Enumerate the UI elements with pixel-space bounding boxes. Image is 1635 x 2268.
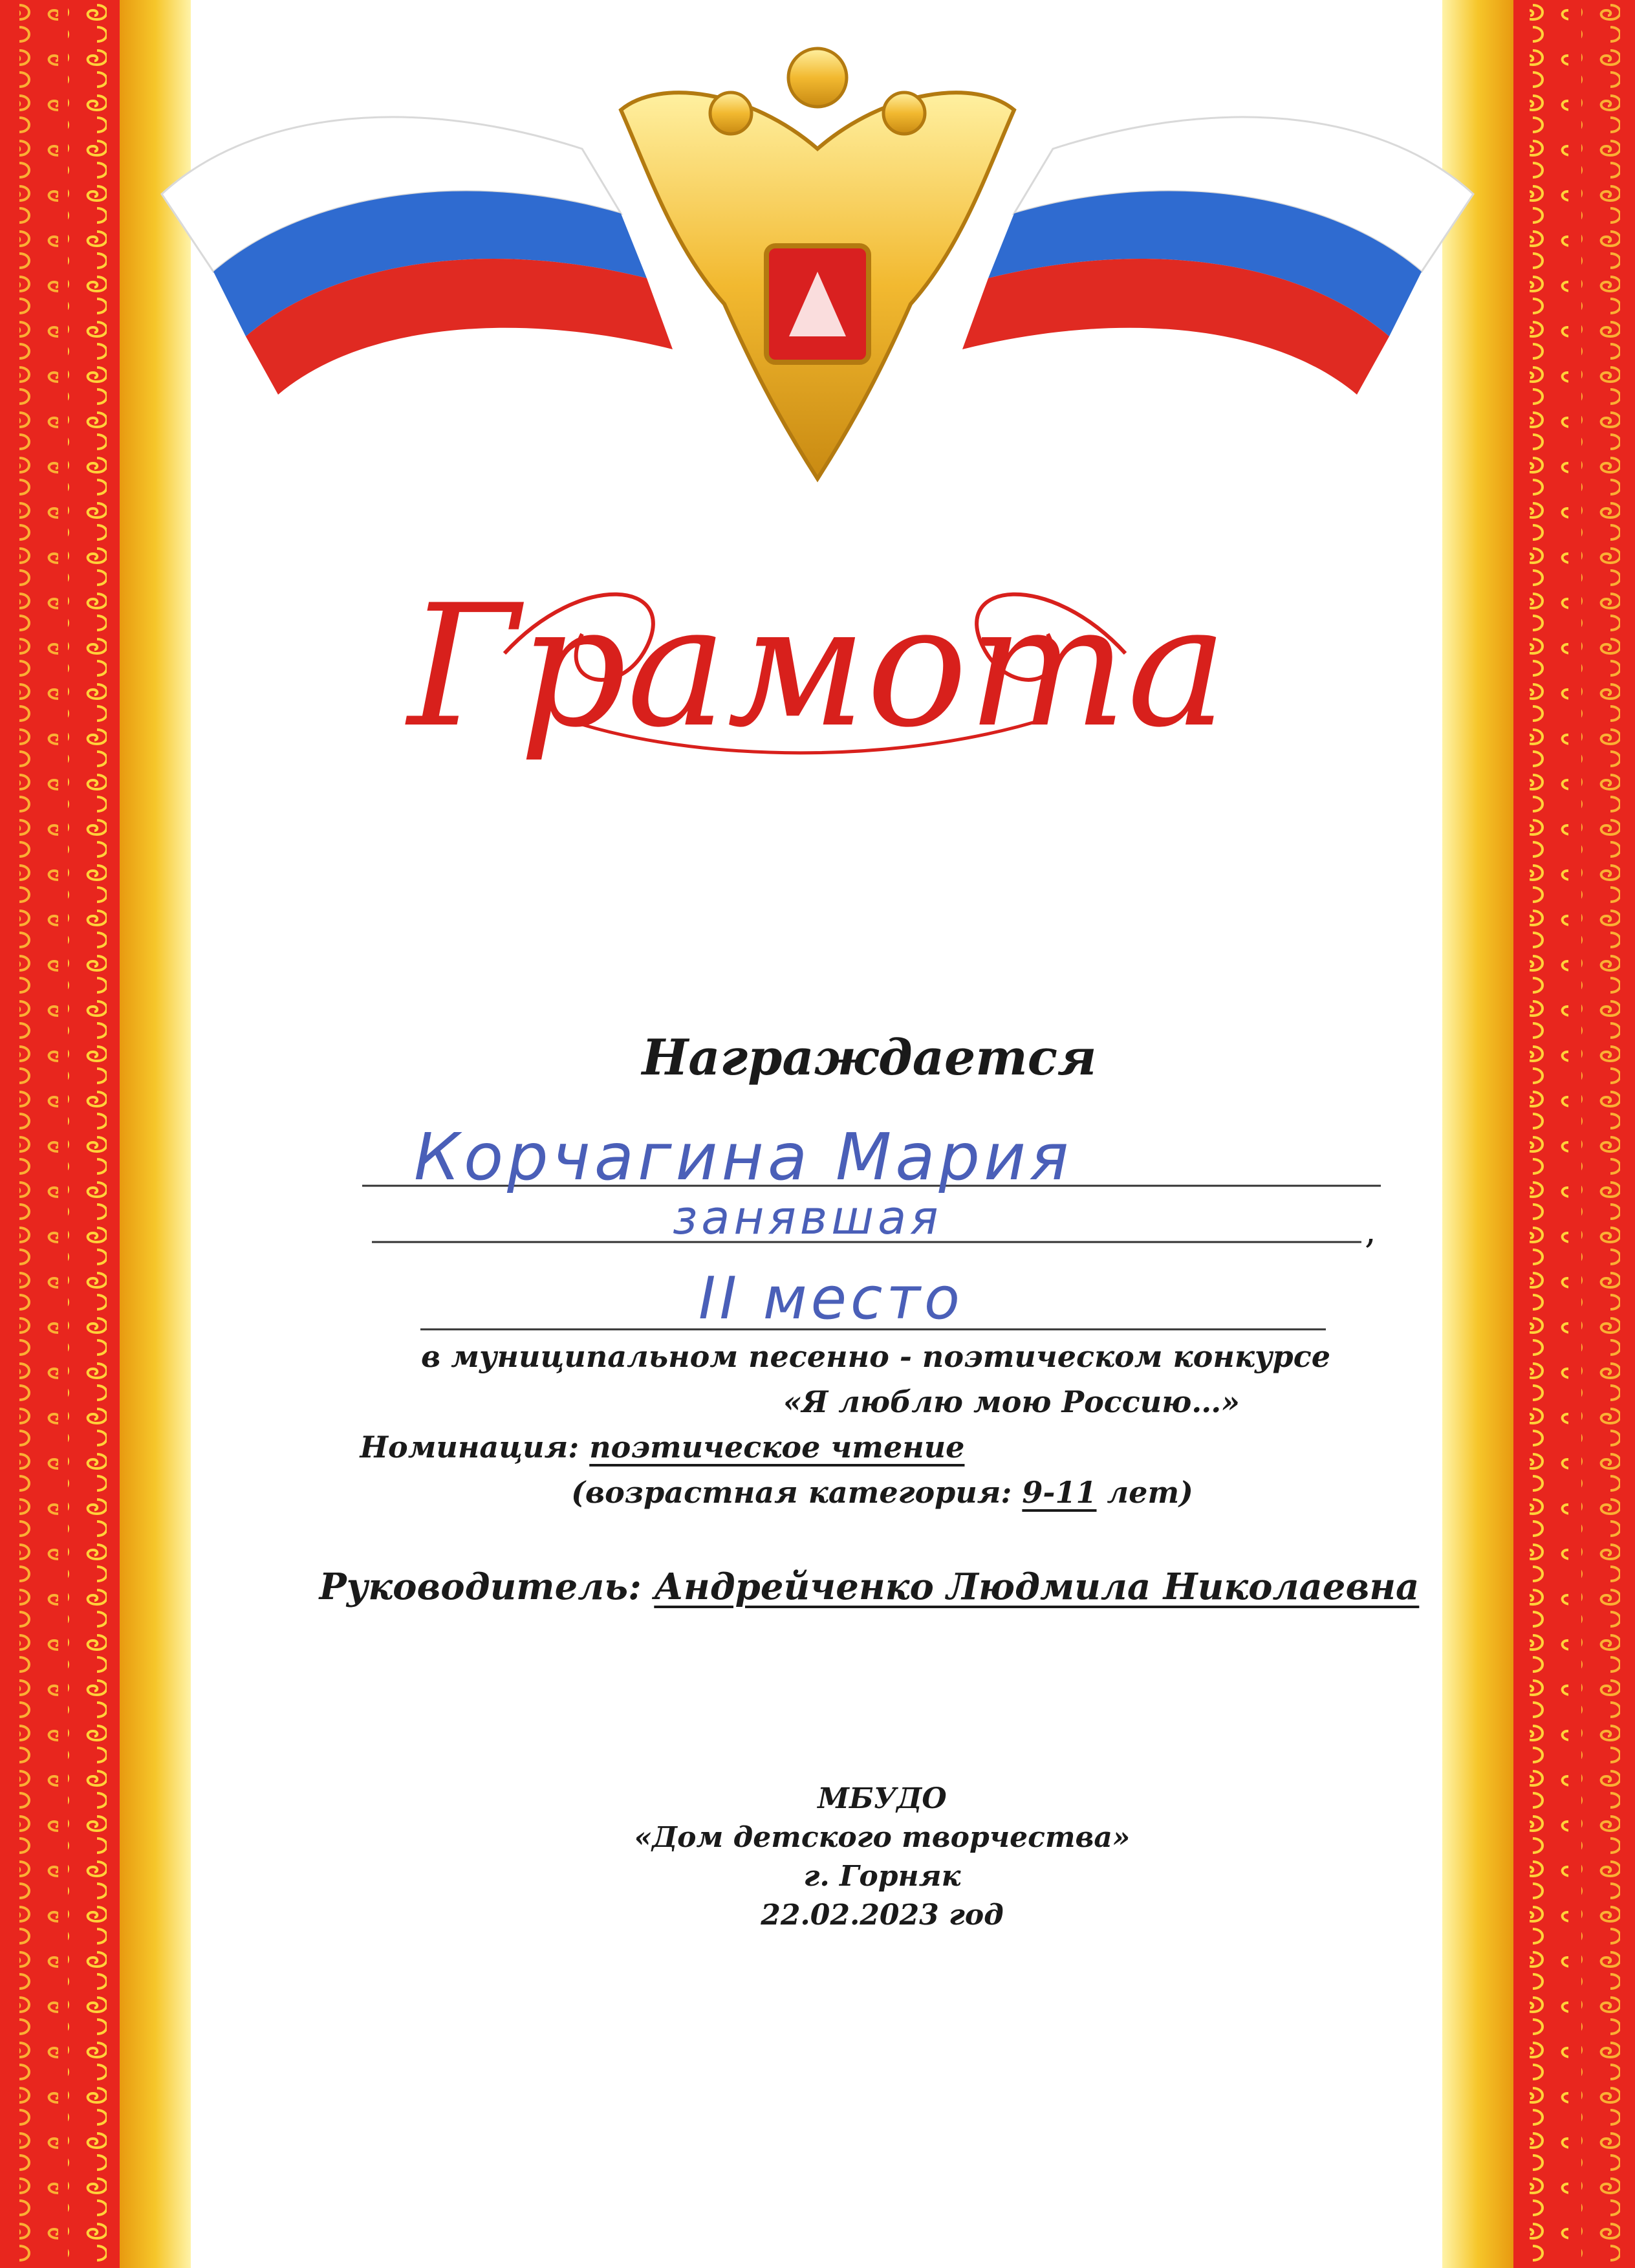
recipient-name: Корчагина Мария — [414, 1119, 1073, 1195]
leader-row — [52, 1565, 1635, 1608]
right-flag-ribbon — [962, 117, 1473, 395]
occupied-label: занявшая — [673, 1190, 942, 1245]
age-suffix: лет) — [1107, 1475, 1193, 1510]
issuer-org-full: «Дом детского творчества» — [634, 1821, 1131, 1854]
nomination-value: поэтическое чтение — [589, 1430, 965, 1465]
left-flag-ribbon — [162, 117, 673, 395]
nomination-row — [0, 1430, 1480, 1465]
issuer-city: г. Горняк — [803, 1860, 961, 1893]
issuer-date: 22.02.2023 год — [761, 1899, 1004, 1932]
contest-name: «Я люблю мою Россию…» — [783, 1384, 1240, 1419]
occupied-comma: , — [1365, 1210, 1376, 1252]
coat-of-arms-emblem — [621, 49, 1014, 479]
age-prefix: (возрастная категория: — [571, 1475, 1012, 1510]
leader-label: Руководитель: — [319, 1565, 642, 1608]
awarded-label: Награждается — [642, 1029, 1097, 1086]
contest-line: в муниципальном песенно - поэтическом конкурсе — [421, 1339, 1330, 1374]
certificate-title: Грамота — [407, 569, 1228, 765]
age-value: 9-11 — [1022, 1475, 1097, 1510]
nomination-label: Номинация: — [360, 1430, 579, 1465]
place-value: II место — [698, 1265, 964, 1333]
leader-value: Андрейченко Людмила Николаевна — [654, 1565, 1420, 1608]
age-row — [65, 1475, 1635, 1510]
issuer-org: МБУДО — [817, 1782, 947, 1815]
